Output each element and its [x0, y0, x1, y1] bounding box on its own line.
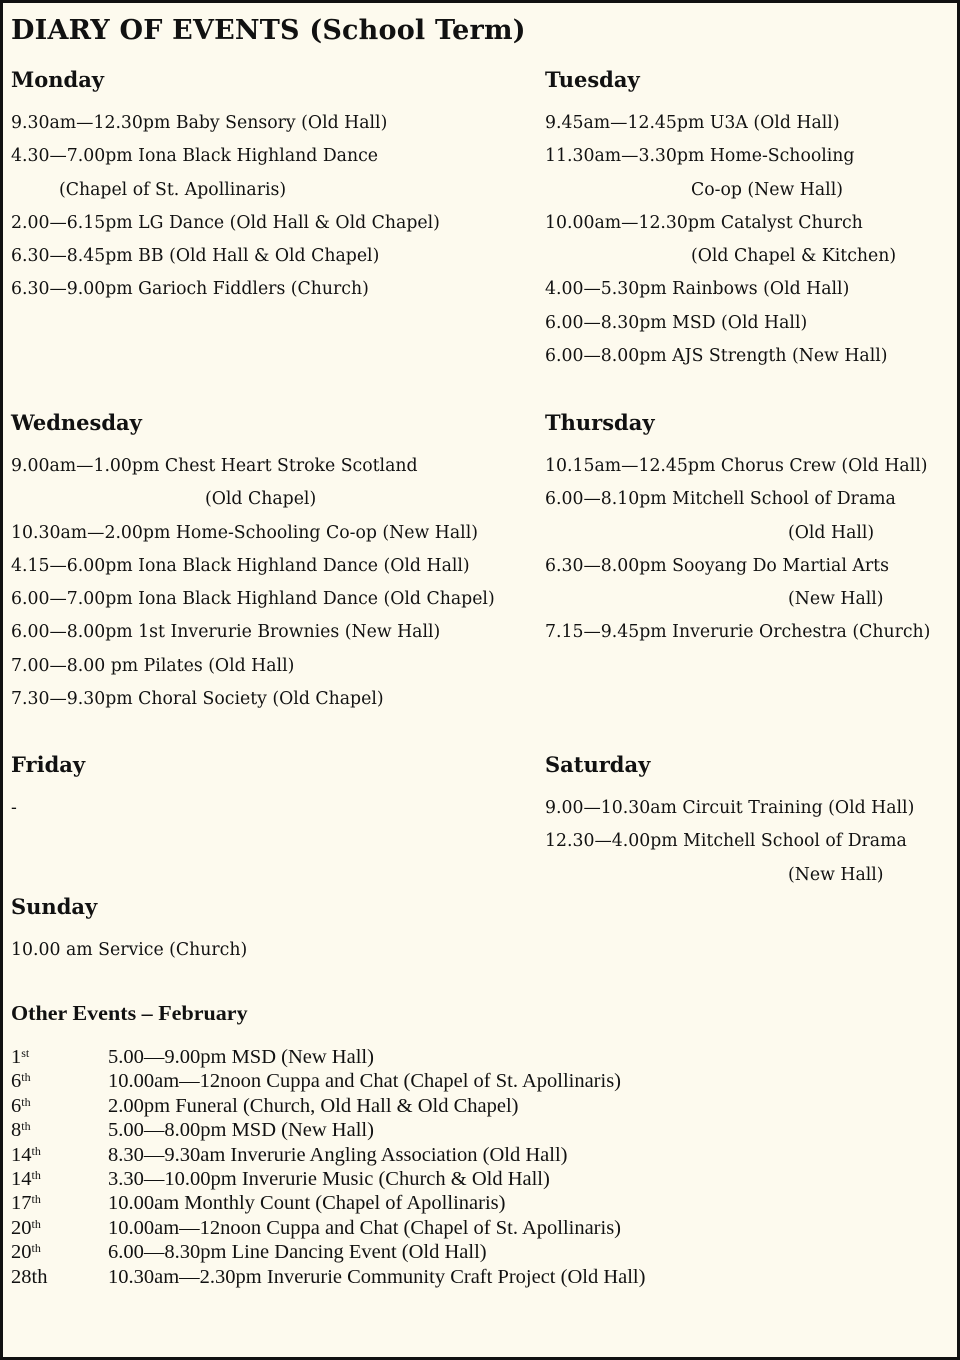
day-monday	[11, 65, 440, 307]
event-entry: 6.00—7.00pm Iona Black Highland Dance (Old Chapel)	[11, 589, 495, 610]
day-heading: Sunday	[11, 894, 98, 919]
event-entry: 6.00—8.10pm Mitchell School of Drama	[545, 489, 896, 510]
event-entry-continuation: (Old Chapel & Kitchen)	[691, 246, 897, 267]
page-title: DIARY OF EVENTS (School Term)	[11, 15, 526, 46]
event-description: 10.00am—12noon Cuppa and Chat (Chapel of St. Apollinaris)	[108, 1216, 622, 1239]
event-entry: 10.00 am Service (Church)	[11, 940, 248, 960]
other-event-row	[11, 1069, 645, 1093]
other-event-row	[11, 1216, 645, 1240]
event-entry: 10.00am—12.30pm Catalyst Church	[545, 212, 863, 233]
other-events-list	[11, 1045, 645, 1289]
other-event-row	[11, 1045, 645, 1069]
event-date: 17th	[11, 1192, 41, 1215]
event-entry: 7.15—9.45pm Inverurie Orchestra (Church)	[545, 622, 931, 643]
event-description: 10.00am—12noon Cuppa and Chat (Chapel of St. Apollinaris)	[108, 1070, 622, 1093]
event-description: 2.00pm Funeral (Church, Old Hall & Old Chapel)	[108, 1094, 519, 1117]
event-entry: 9.45am—12.45pm U3A (Old Hall)	[545, 113, 840, 133]
day-thursday	[545, 408, 930, 650]
event-entry: 9.30am—12.30pm Baby Sensory (Old Hall)	[11, 113, 388, 133]
event-entry: 10.15am—12.45pm Chorus Crew (Old Hall)	[545, 456, 928, 476]
day-heading: Thursday	[545, 410, 655, 435]
event-entry: 6.00—8.00pm AJS Strength (New Hall)	[545, 346, 888, 367]
event-description: 8.30—9.30am Inverurie Angling Association (Old Hall)	[108, 1143, 568, 1166]
event-entry: 4.30—7.00pm Iona Black Highland Dance	[11, 146, 379, 167]
day-heading: Wednesday	[11, 410, 142, 435]
event-date: 14th	[11, 1167, 41, 1190]
event-entry-continuation: (Chapel of St. Apollinaris)	[59, 179, 287, 200]
event-entry: 7.30—9.30pm Choral Society (Old Chapel)	[11, 689, 384, 710]
event-entry: 2.00—6.15pm LG Dance (Old Hall & Old Chapel)	[11, 212, 440, 233]
event-entry: 6.30—9.00pm Garioch Fiddlers (Church)	[11, 279, 369, 300]
day-heading: Friday	[11, 752, 86, 777]
other-events-heading: Other Events – February	[11, 1001, 248, 1025]
event-date: 20th	[11, 1241, 41, 1264]
other-event-row	[11, 1191, 645, 1215]
event-description: 5.00—8.00pm MSD (New Hall)	[108, 1119, 374, 1142]
day-wednesday	[11, 408, 495, 716]
event-entry: 12.30—4.00pm Mitchell School of Drama	[545, 831, 907, 852]
event-entry: 9.00—10.30am Circuit Training (Old Hall)	[545, 798, 915, 818]
event-entry-continuation: Co-op (New Hall)	[691, 179, 843, 200]
event-entry-continuation: (New Hall)	[788, 589, 884, 610]
event-entry: 6.00—8.30pm MSD (Old Hall)	[545, 312, 808, 333]
other-event-row	[11, 1094, 645, 1118]
other-event-row	[11, 1240, 645, 1264]
other-event-row	[11, 1118, 645, 1142]
event-entry: 4.00—5.30pm Rainbows (Old Hall)	[545, 279, 850, 300]
event-entry: 6.00—8.00pm 1st Inverurie Brownies (New Hall)	[11, 622, 441, 643]
day-heading: Monday	[11, 67, 105, 92]
event-description: 10.00am Monthly Count (Chapel of Apollinaris)	[108, 1192, 506, 1215]
other-event-row	[11, 1143, 645, 1167]
day-heading: Tuesday	[545, 67, 640, 92]
event-entry: 4.15—6.00pm Iona Black Highland Dance (Old Hall)	[11, 555, 470, 576]
other-event-row	[11, 1167, 645, 1191]
event-date: 6th	[11, 1094, 31, 1117]
day-tuesday	[545, 65, 896, 373]
other-event-row	[11, 1265, 645, 1289]
event-description: 3.30—10.00pm Inverurie Music (Church & Old Hall)	[108, 1167, 550, 1190]
event-date: 1st	[11, 1046, 30, 1068]
day-sunday	[11, 892, 247, 967]
event-date: 28th	[11, 1265, 48, 1288]
event-date: 8th	[11, 1119, 31, 1142]
event-description: 5.00—9.00pm MSD (New Hall)	[108, 1046, 374, 1068]
event-entry: 9.00am—1.00pm Chest Heart Stroke Scotland	[11, 456, 418, 476]
event-entry-continuation: (Old Chapel)	[205, 489, 317, 510]
event-entry-continuation: (New Hall)	[788, 864, 884, 885]
event-description: 10.30am—2.30pm Inverurie Community Craft Project (Old Hall)	[108, 1265, 646, 1288]
event-entry: 11.30am—3.30pm Home-Schooling	[545, 146, 855, 167]
event-description: 6.00—8.30pm Line Dancing Event (Old Hall)	[108, 1241, 487, 1264]
event-date: 6th	[11, 1070, 31, 1093]
event-entry: -	[11, 798, 17, 818]
event-entry: 7.00—8.00 pm Pilates (Old Hall)	[11, 655, 295, 676]
event-date: 14th	[11, 1143, 41, 1166]
day-friday	[11, 750, 85, 825]
day-heading: Saturday	[545, 752, 651, 777]
event-date: 20th	[11, 1216, 41, 1239]
event-entry: 10.30am—2.00pm Home-Schooling Co-op (New Hall)	[11, 522, 478, 543]
event-entry: 6.30—8.45pm BB (Old Hall & Old Chapel)	[11, 246, 380, 267]
day-saturday	[545, 750, 914, 892]
event-entry: 6.30—8.00pm Sooyang Do Martial Arts	[545, 555, 889, 576]
event-entry-continuation: (Old Hall)	[788, 522, 875, 543]
